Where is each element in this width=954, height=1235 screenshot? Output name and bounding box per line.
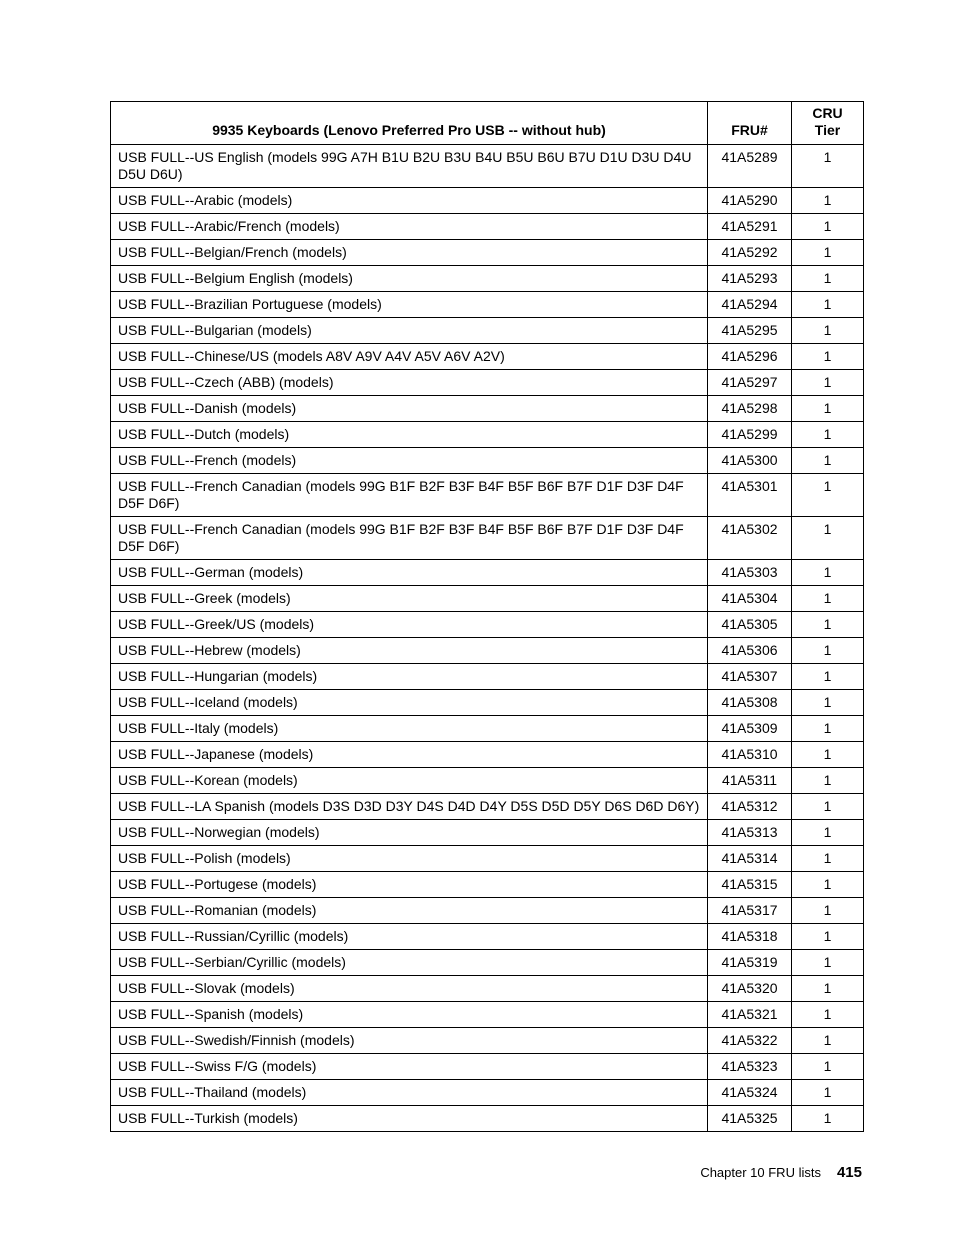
- row-cru-tier: 1: [792, 716, 864, 742]
- row-fru-number: 41A5320: [708, 976, 792, 1002]
- table-row: [111, 950, 864, 976]
- row-cru-tier: 1: [792, 742, 864, 768]
- row-description: USB FULL--Arabic (models): [111, 188, 708, 214]
- row-cru-tier: 1: [792, 820, 864, 846]
- row-cru-tier: 1: [792, 924, 864, 950]
- row-description: USB FULL--Russian/Cyrillic (models): [111, 924, 708, 950]
- row-description: USB FULL--Korean (models): [111, 768, 708, 794]
- row-description: USB FULL--French (models): [111, 448, 708, 474]
- row-cru-tier: 1: [792, 586, 864, 612]
- table-row: [111, 344, 864, 370]
- table-row: [111, 690, 864, 716]
- row-cru-tier: 1: [792, 690, 864, 716]
- row-cru-tier: 1: [792, 638, 864, 664]
- row-fru-number: 41A5302: [708, 517, 792, 560]
- table-row: [111, 214, 864, 240]
- row-fru-number: 41A5307: [708, 664, 792, 690]
- row-fru-number: 41A5300: [708, 448, 792, 474]
- table-row: [111, 1080, 864, 1106]
- row-description: USB FULL--Brazilian Portuguese (models): [111, 292, 708, 318]
- row-cru-tier: 1: [792, 474, 864, 517]
- row-cru-tier: 1: [792, 448, 864, 474]
- table-row: [111, 266, 864, 292]
- row-description: USB FULL--Swedish/Finnish (models): [111, 1028, 708, 1054]
- row-description: USB FULL--Hebrew (models): [111, 638, 708, 664]
- table-row: [111, 240, 864, 266]
- row-fru-number: 41A5325: [708, 1106, 792, 1132]
- table-row: [111, 846, 864, 872]
- row-description: USB FULL--Arabic/French (models): [111, 214, 708, 240]
- row-fru-number: 41A5313: [708, 820, 792, 846]
- header-cru-tier: [792, 102, 864, 145]
- row-description: USB FULL--Hungarian (models): [111, 664, 708, 690]
- row-fru-number: 41A5294: [708, 292, 792, 318]
- row-description: USB FULL--Polish (models): [111, 846, 708, 872]
- row-fru-number: 41A5321: [708, 1002, 792, 1028]
- row-description: USB FULL--Bulgarian (models): [111, 318, 708, 344]
- row-cru-tier: 1: [792, 560, 864, 586]
- row-description: USB FULL--Turkish (models): [111, 1106, 708, 1132]
- row-cru-tier: 1: [792, 396, 864, 422]
- row-cru-tier: 1: [792, 292, 864, 318]
- table-row: [111, 586, 864, 612]
- row-fru-number: 41A5305: [708, 612, 792, 638]
- row-fru-number: 41A5309: [708, 716, 792, 742]
- row-cru-tier: 1: [792, 768, 864, 794]
- row-cru-tier: 1: [792, 1028, 864, 1054]
- row-description: USB FULL--Italy (models): [111, 716, 708, 742]
- table-row: [111, 664, 864, 690]
- header-cru-line1: CRU: [812, 105, 843, 121]
- header-cru-line2: Tier: [814, 122, 841, 138]
- table-row: [111, 768, 864, 794]
- table-row: [111, 370, 864, 396]
- table-row: [111, 448, 864, 474]
- fru-table: [110, 101, 864, 1132]
- table-row: [111, 976, 864, 1002]
- row-cru-tier: 1: [792, 344, 864, 370]
- page-footer: [700, 1164, 862, 1181]
- table-row: [111, 318, 864, 344]
- row-description: USB FULL--Greek (models): [111, 586, 708, 612]
- row-description: USB FULL--Serbian/Cyrillic (models): [111, 950, 708, 976]
- row-description: USB FULL--German (models): [111, 560, 708, 586]
- table-row: [111, 1054, 864, 1080]
- row-cru-tier: 1: [792, 612, 864, 638]
- row-fru-number: 41A5304: [708, 586, 792, 612]
- row-fru-number: 41A5290: [708, 188, 792, 214]
- table-row: [111, 794, 864, 820]
- row-description: USB FULL--French Canadian (models 99G B1F B2F B3F B4F B5F B6F B7F D1F D3F D4F D5F D6F): [111, 474, 708, 517]
- row-cru-tier: 1: [792, 794, 864, 820]
- row-cru-tier: 1: [792, 188, 864, 214]
- table-header-row: [111, 102, 864, 145]
- row-fru-number: 41A5310: [708, 742, 792, 768]
- row-fru-number: 41A5324: [708, 1080, 792, 1106]
- table-row: [111, 1002, 864, 1028]
- row-fru-number: 41A5308: [708, 690, 792, 716]
- row-description: USB FULL--Norwegian (models): [111, 820, 708, 846]
- row-description: USB FULL--Greek/US (models): [111, 612, 708, 638]
- row-fru-number: 41A5306: [708, 638, 792, 664]
- row-cru-tier: 1: [792, 517, 864, 560]
- row-description: USB FULL--Thailand (models): [111, 1080, 708, 1106]
- row-fru-number: 41A5289: [708, 145, 792, 188]
- row-fru-number: 41A5318: [708, 924, 792, 950]
- chapter-label: Chapter 10 FRU lists: [700, 1165, 821, 1180]
- row-description: USB FULL--Chinese/US (models A8V A9V A4V A5V A6V A2V): [111, 344, 708, 370]
- table-row: [111, 716, 864, 742]
- table-row: [111, 396, 864, 422]
- table-row: [111, 292, 864, 318]
- row-cru-tier: 1: [792, 950, 864, 976]
- row-cru-tier: 1: [792, 1002, 864, 1028]
- table-row: [111, 474, 864, 517]
- row-description: USB FULL--Danish (models): [111, 396, 708, 422]
- row-description: USB FULL--Spanish (models): [111, 1002, 708, 1028]
- row-fru-number: 41A5292: [708, 240, 792, 266]
- table-row: [111, 872, 864, 898]
- table-row: [111, 924, 864, 950]
- row-description: USB FULL--Czech (ABB) (models): [111, 370, 708, 396]
- table-row: [111, 898, 864, 924]
- row-description: USB FULL--Dutch (models): [111, 422, 708, 448]
- table-row: [111, 560, 864, 586]
- row-cru-tier: 1: [792, 898, 864, 924]
- table-row: [111, 1106, 864, 1132]
- row-description: USB FULL--Belgium English (models): [111, 266, 708, 292]
- table-row: [111, 517, 864, 560]
- row-description: USB FULL--Belgian/French (models): [111, 240, 708, 266]
- row-cru-tier: 1: [792, 1106, 864, 1132]
- row-cru-tier: 1: [792, 318, 864, 344]
- row-cru-tier: 1: [792, 370, 864, 396]
- row-fru-number: 41A5314: [708, 846, 792, 872]
- row-fru-number: 41A5322: [708, 1028, 792, 1054]
- table-row: [111, 145, 864, 188]
- row-cru-tier: 1: [792, 1080, 864, 1106]
- row-description: USB FULL--US English (models 99G A7H B1U B2U B3U B4U B5U B6U B7U D1U D3U D4U D5U D6U): [111, 145, 708, 188]
- table-body: [111, 145, 864, 1132]
- table-row: [111, 820, 864, 846]
- row-cru-tier: 1: [792, 664, 864, 690]
- row-description: USB FULL--Swiss F/G (models): [111, 1054, 708, 1080]
- table-row: [111, 422, 864, 448]
- row-description: USB FULL--French Canadian (models 99G B1F B2F B3F B4F B5F B6F B7F D1F D3F D4F D5F D6F): [111, 517, 708, 560]
- header-description: 9935 Keyboards (Lenovo Preferred Pro USB -- without hub): [111, 102, 708, 145]
- row-description: USB FULL--Portugese (models): [111, 872, 708, 898]
- table-row: [111, 638, 864, 664]
- row-description: USB FULL--Japanese (models): [111, 742, 708, 768]
- row-fru-number: 41A5298: [708, 396, 792, 422]
- row-fru-number: 41A5291: [708, 214, 792, 240]
- row-cru-tier: 1: [792, 266, 864, 292]
- row-fru-number: 41A5296: [708, 344, 792, 370]
- table-row: [111, 742, 864, 768]
- row-fru-number: 41A5293: [708, 266, 792, 292]
- row-fru-number: 41A5295: [708, 318, 792, 344]
- row-description: USB FULL--Iceland (models): [111, 690, 708, 716]
- header-fru: FRU#: [708, 102, 792, 145]
- row-fru-number: 41A5301: [708, 474, 792, 517]
- row-cru-tier: 1: [792, 214, 864, 240]
- row-description: USB FULL--Slovak (models): [111, 976, 708, 1002]
- row-fru-number: 41A5311: [708, 768, 792, 794]
- table-row: [111, 612, 864, 638]
- table-row: [111, 188, 864, 214]
- table-row: [111, 1028, 864, 1054]
- row-description: USB FULL--Romanian (models): [111, 898, 708, 924]
- row-cru-tier: 1: [792, 1054, 864, 1080]
- row-fru-number: 41A5303: [708, 560, 792, 586]
- row-cru-tier: 1: [792, 145, 864, 188]
- row-cru-tier: 1: [792, 240, 864, 266]
- row-description: USB FULL--LA Spanish (models D3S D3D D3Y D4S D4D D4Y D5S D5D D5Y D6S D6D D6Y): [111, 794, 708, 820]
- row-cru-tier: 1: [792, 422, 864, 448]
- row-cru-tier: 1: [792, 872, 864, 898]
- row-fru-number: 41A5297: [708, 370, 792, 396]
- row-fru-number: 41A5319: [708, 950, 792, 976]
- row-cru-tier: 1: [792, 846, 864, 872]
- page-number: 415: [836, 1164, 862, 1181]
- row-fru-number: 41A5299: [708, 422, 792, 448]
- row-fru-number: 41A5312: [708, 794, 792, 820]
- row-fru-number: 41A5323: [708, 1054, 792, 1080]
- row-fru-number: 41A5315: [708, 872, 792, 898]
- row-fru-number: 41A5317: [708, 898, 792, 924]
- row-cru-tier: 1: [792, 976, 864, 1002]
